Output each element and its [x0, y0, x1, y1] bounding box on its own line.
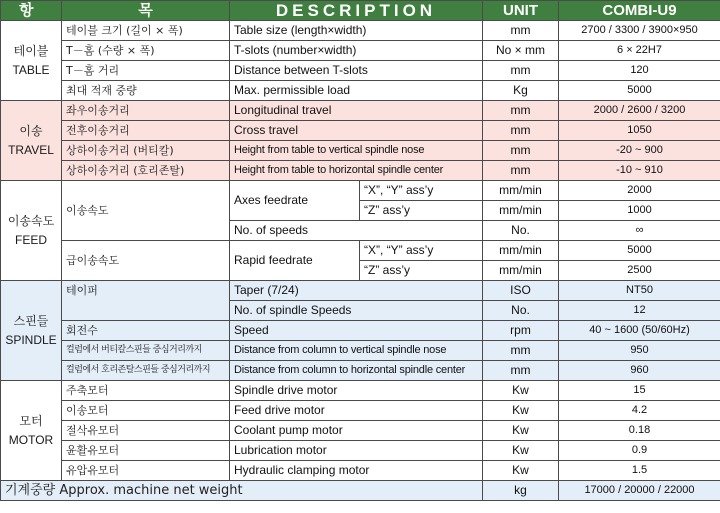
row-ko: 최대 적재 중량 [62, 81, 230, 101]
assy-label: “Z” ass’y [360, 201, 483, 221]
header-model: COMBI-U9 [559, 1, 720, 21]
section-ko: 모터 [19, 413, 43, 428]
table-row [1, 181, 720, 201]
row-ko: 회전수 [62, 321, 230, 341]
row-value: 960 [559, 361, 720, 381]
row-unit: Kw [483, 441, 559, 461]
row-value: 4.2 [559, 401, 720, 421]
row-en: Height from table to horizontal spindle center [230, 161, 483, 181]
row-unit: mm/min [483, 181, 559, 201]
section-ko: 이송속도 [7, 213, 55, 228]
row-ko: 주축모터 [62, 381, 230, 401]
row-en: No. of speeds [230, 221, 483, 241]
row-en: Longitudinal travel [230, 101, 483, 121]
row-value: 0.9 [559, 441, 720, 461]
header-description: DESCRIPTION [230, 1, 483, 21]
row-en: Spindle drive motor [230, 381, 483, 401]
section-motor-label [1, 381, 62, 481]
row-value: 2700 / 3300 / 3900×950 [559, 21, 720, 41]
row-ko: T－홈 거리 [62, 61, 230, 81]
section-ko: 이송 [19, 123, 43, 138]
section-spindle-label [1, 281, 62, 381]
row-unit: mm [483, 21, 559, 41]
row-en: Distance from column to vertical spindle nose [230, 341, 483, 361]
row-en: Height from table to vertical spindle nose [230, 141, 483, 161]
table-row [1, 21, 720, 41]
row-ko: 급이송속도 [62, 241, 230, 281]
row-unit: mm [483, 61, 559, 81]
section-ko: 스핀들 [13, 313, 49, 328]
row-unit: ISO [483, 281, 559, 301]
assy-label: “X”, “Y” ass’y [360, 241, 483, 261]
assy-label: “X”, “Y” ass’y [360, 181, 483, 201]
assy-label: “Z” ass’y [360, 261, 483, 281]
row-en: Distance between T-slots [230, 61, 483, 81]
row-en: Coolant pump motor [230, 421, 483, 441]
row-ko: T－홈 (수량 × 폭) [62, 41, 230, 61]
row-unit: Kw [483, 461, 559, 481]
header-unit: UNIT [483, 1, 559, 21]
row-en: Max. permissible load [230, 81, 483, 101]
row-ko: 유압유모터 [62, 461, 230, 481]
row-unit: mm [483, 141, 559, 161]
header-item-left: 항 [1, 1, 62, 21]
row-value: -20 ~ 900 [559, 141, 720, 161]
row-unit: mm [483, 121, 559, 141]
table-row [1, 241, 720, 261]
section-feed-label [1, 181, 62, 281]
row-value: 15 [559, 381, 720, 401]
row-value: 950 [559, 341, 720, 361]
table-row [1, 441, 720, 461]
table-row [1, 141, 720, 161]
row-unit: mm/min [483, 201, 559, 221]
row-unit: No. [483, 221, 559, 241]
row-value: ∞ [559, 221, 720, 241]
row-en: Distance from column to horizontal spindle center [230, 361, 483, 381]
row-value: 12 [559, 301, 720, 321]
row-value: 1.5 [559, 461, 720, 481]
row-ko: 테이퍼 [62, 281, 230, 321]
row-value: 2000 [559, 181, 720, 201]
table-row [1, 341, 720, 361]
row-unit: Kw [483, 381, 559, 401]
row-value: 2500 [559, 261, 720, 281]
row-en: Hydraulic clamping motor [230, 461, 483, 481]
row-ko: 컬럼에서 버티칼스핀들 중심거리까지 [62, 341, 230, 361]
section-en: SPINDLE [5, 332, 57, 347]
table-row [1, 421, 720, 441]
row-ko: 이송속도 [62, 181, 230, 241]
section-ko: 테이블 [13, 43, 49, 58]
row-ko: 테이블 크기 (길이 × 폭) [62, 21, 230, 41]
section-travel-label [1, 101, 62, 181]
row-unit: No. [483, 301, 559, 321]
row-ko: 상하이송거리 (호리존탈) [62, 161, 230, 181]
row-unit: kg [483, 481, 559, 501]
section-en: TABLE [12, 62, 50, 77]
table-row [1, 101, 720, 121]
row-unit: rpm [483, 321, 559, 341]
row-value: 1050 [559, 121, 720, 141]
row-value: NT50 [559, 281, 720, 301]
row-ko: 윤활유모터 [62, 441, 230, 461]
row-en: Taper (7/24) [230, 281, 483, 301]
row-value: 40 ~ 1600 (50/60Hz) [559, 321, 720, 341]
row-en: Lubrication motor [230, 441, 483, 461]
row-unit: mm [483, 161, 559, 181]
row-value: 6 × 22H7 [559, 41, 720, 61]
row-unit: mm/min [483, 261, 559, 281]
table-row [1, 361, 720, 381]
section-table-label [1, 21, 62, 101]
row-ko: 전후이송거리 [62, 121, 230, 141]
row-unit: mm/min [483, 241, 559, 261]
table-row [1, 281, 720, 301]
table-row [1, 161, 720, 181]
row-unit: No × mm [483, 41, 559, 61]
axes-feedrate-label: Axes feedrate [230, 181, 360, 221]
table-row [1, 81, 720, 101]
row-en: T-slots (number×width) [230, 41, 483, 61]
header-item-right: 목 [62, 1, 230, 21]
row-value: -10 ~ 910 [559, 161, 720, 181]
row-unit: Kw [483, 421, 559, 441]
section-en: MOTOR [8, 432, 54, 447]
section-en: TRAVEL [8, 142, 54, 157]
row-en: No. of spindle Speeds [230, 301, 483, 321]
weight-label: 기계중량 Approx. machine net weight [1, 481, 483, 501]
row-ko: 좌우이송거리 [62, 101, 230, 121]
row-value: 0.18 [559, 421, 720, 441]
row-value: 5000 [559, 241, 720, 261]
table-row [1, 41, 720, 61]
row-unit: mm [483, 361, 559, 381]
row-ko: 절삭유모터 [62, 421, 230, 441]
rapid-feedrate-label: Rapid feedrate [230, 241, 360, 281]
table-row [1, 381, 720, 401]
table-row [1, 121, 720, 141]
row-value: 5000 [559, 81, 720, 101]
row-en: Speed [230, 321, 483, 341]
row-value: 2000 / 2600 / 3200 [559, 101, 720, 121]
table-row [1, 401, 720, 421]
row-ko: 상하이송거리 (버티칼) [62, 141, 230, 161]
row-ko: 컬럼에서 호리존탈스핀들 중심거리까지 [62, 361, 230, 381]
row-unit: Kw [483, 401, 559, 421]
row-value: 1000 [559, 201, 720, 221]
row-en: Feed drive motor [230, 401, 483, 421]
header-row [1, 1, 720, 21]
row-unit: Kg [483, 81, 559, 101]
row-unit: mm [483, 101, 559, 121]
row-ko: 이송모터 [62, 401, 230, 421]
table-row [1, 61, 720, 81]
row-en: Table size (length×width) [230, 21, 483, 41]
row-value: 120 [559, 61, 720, 81]
row-value: 17000 / 20000 / 22000 [559, 481, 720, 501]
table-row [1, 321, 720, 341]
row-en: Cross travel [230, 121, 483, 141]
section-en: FEED [14, 232, 47, 247]
table-row [1, 481, 720, 501]
row-unit: mm [483, 341, 559, 361]
table-row [1, 461, 720, 481]
